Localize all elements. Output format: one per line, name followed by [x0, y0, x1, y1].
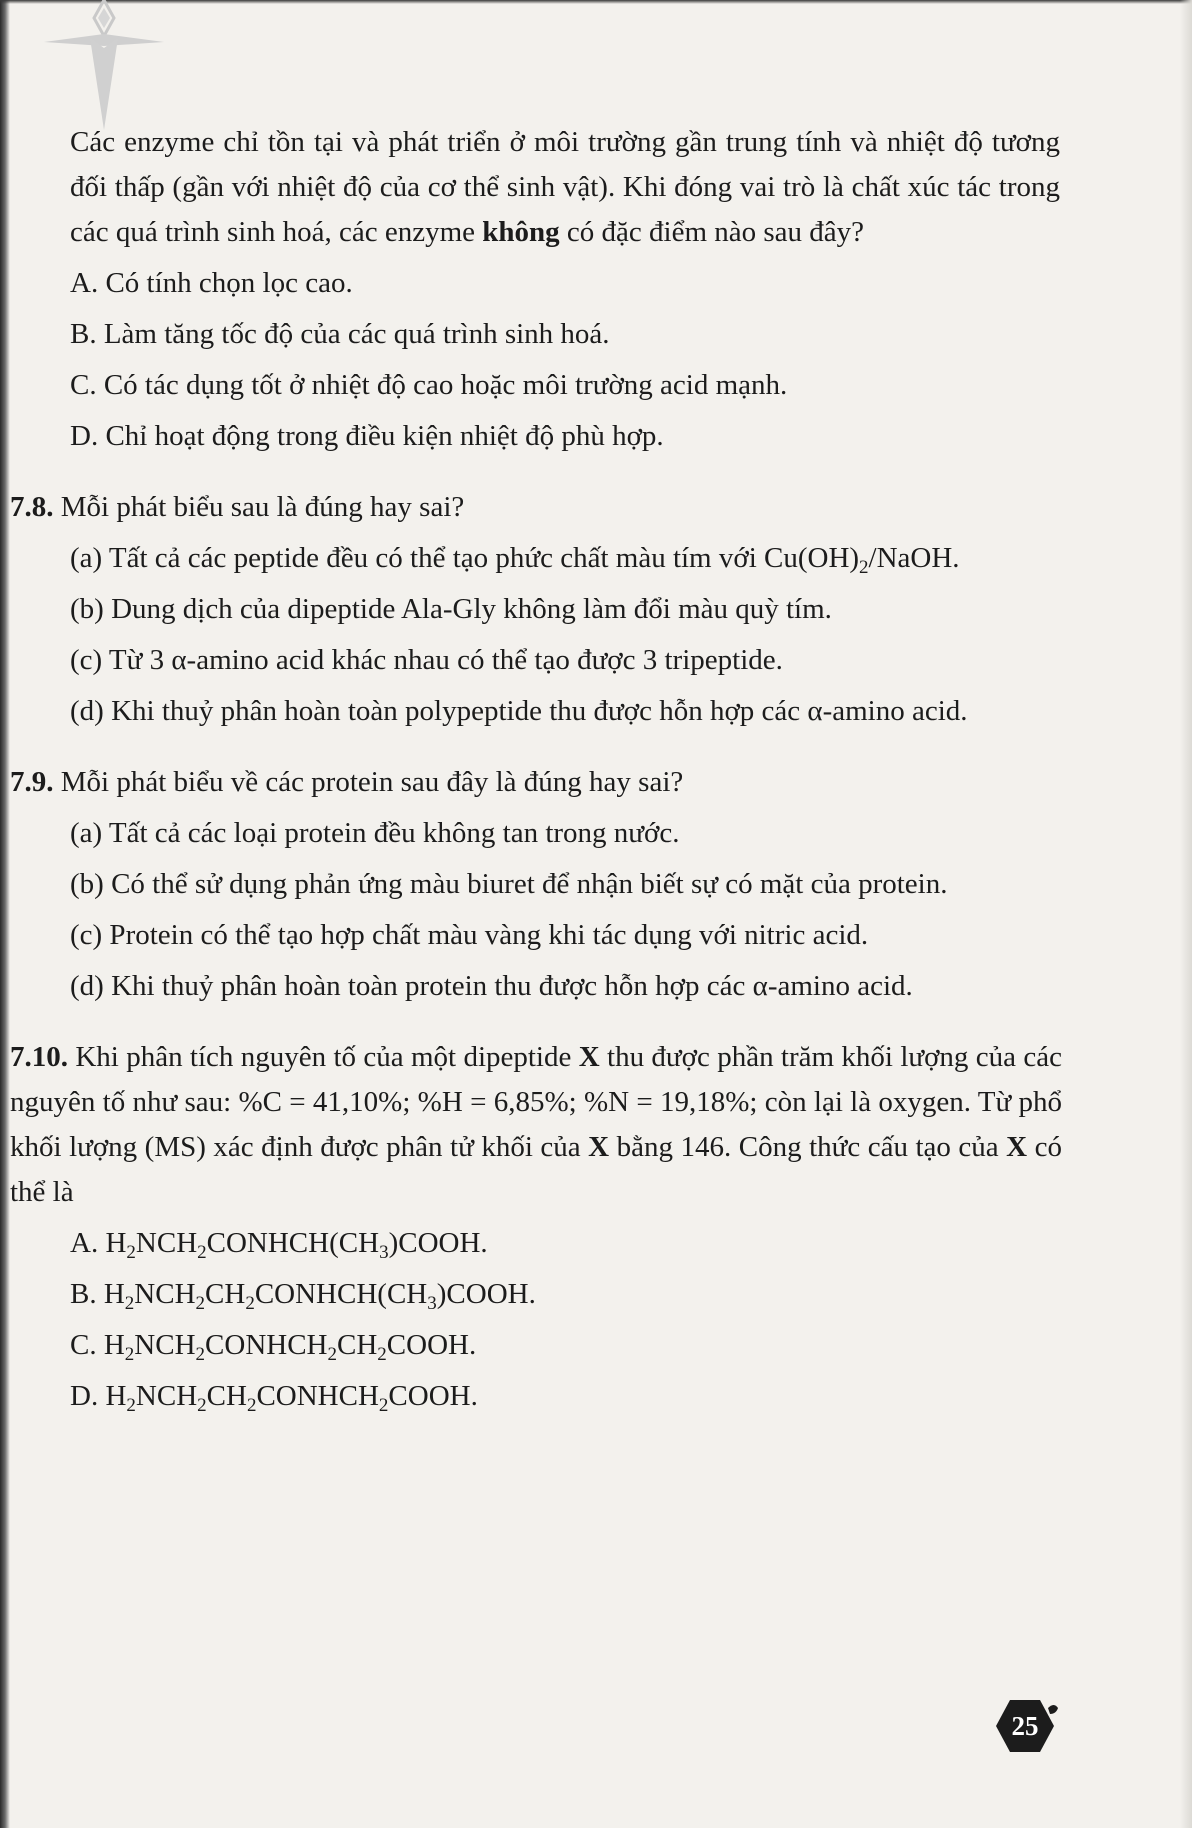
publisher-logo-watermark: [44, 0, 164, 130]
intro-question: [70, 120, 1060, 255]
intro-bold-word: không: [482, 216, 560, 248]
question-7-9-title: [10, 760, 1192, 805]
question-7-10-option-c: C. $H_2NCH_2CONHCH_2CH_2COOH$.: [70, 1329, 477, 1365]
page-number: 25: [1011, 1711, 1039, 1741]
question-7-8-prompt: Mỗi phát biểu sau là đúng hay sai?: [60, 491, 465, 523]
question-7-10-option-a: A. $H_2NCH_2CONHCH(CH_3)COOH$.: [70, 1227, 488, 1263]
intro-option-d: D. Chỉ hoạt động trong điều kiện nhiệt độ phù hợp.: [70, 420, 664, 452]
question-7-10-number: 7.10.: [10, 1041, 68, 1073]
intro-text: Các enzyme chỉ tồn tại và phát triển ở môi trường gần trung tính và nhiệt độ tương đối thấp (gần với nhiệt độ của cơ thể sinh vật). Khi đóng vai trò là chất xúc tác trong các quá trình sinh hoá, các enzyme: [70, 126, 1060, 248]
question-7-10-option-b: B. $H_2NCH_2CH_2CONHCH(CH_3)COOH$.: [70, 1278, 536, 1314]
question-7-8-item-c: (c) Từ 3 α-amino acid khác nhau có thể tạo được 3 tripeptide.: [70, 644, 783, 676]
question-7-8-item-a: (a) Tất cả các peptide đều có thể tạo phức chất màu tím với $Cu(OH)_2$/NaOH.: [70, 542, 960, 578]
intro-option-a: A. Có tính chọn lọc cao.: [70, 267, 353, 299]
intro-option-c: C. Có tác dụng tốt ở nhiệt độ cao hoặc môi trường acid mạnh.: [70, 369, 788, 401]
question-7-9-number: 7.9.: [10, 766, 54, 798]
intro-option-b: B. Làm tăng tốc độ của các quá trình sinh hoá.: [70, 318, 610, 350]
question-7-9-item-c: (c) Protein có thể tạo hợp chất màu vàng khi tác dụng với nitric acid.: [70, 919, 869, 951]
question-7-9-prompt: Mỗi phát biểu về các protein sau đây là đúng hay sai?: [60, 766, 684, 798]
page-content: [0, 120, 1192, 1419]
question-7-8-title: [10, 485, 1192, 530]
intro-text-end: có đặc điểm nào sau đây?: [559, 216, 865, 248]
question-7-9-item-d: (d) Khi thuỷ phân hoàn toàn protein thu được hỗn hợp các α-amino acid.: [70, 970, 913, 1002]
question-7-10-stem: 7.10. Khi phân tích nguyên tố của một dipeptide X thu được phần trăm khối lượng của các nguyên tố như sau: %C = 41,10%; %H = 6,85%; %N = 19,18%; còn lại là oxygen. Từ phổ khối lượng (MS) xác định được phân tử khối của X bằng 146. Công thức cấu tạo của X có thể là: [10, 1041, 1063, 1208]
question-7-10-option-d: D. $H_2NCH_2CH_2CONHCH_2COOH$.: [70, 1380, 478, 1416]
question-7-9-item-b: (b) Có thể sử dụng phản ứng màu biuret để nhận biết sự có mặt của protein.: [70, 868, 948, 900]
question-7-9-item-a: (a) Tất cả các loại protein đều không tan trong nước.: [70, 817, 680, 849]
page-top-shadow: [0, 0, 1192, 4]
question-7-8-item-d: (d) Khi thuỷ phân hoàn toàn polypeptide thu được hỗn hợp các α-amino acid.: [70, 695, 968, 727]
question-7-8-item-b: (b) Dung dịch của dipeptide Ala-Gly không làm đổi màu quỳ tím.: [70, 593, 832, 625]
question-7-8-number: 7.8.: [10, 491, 54, 523]
